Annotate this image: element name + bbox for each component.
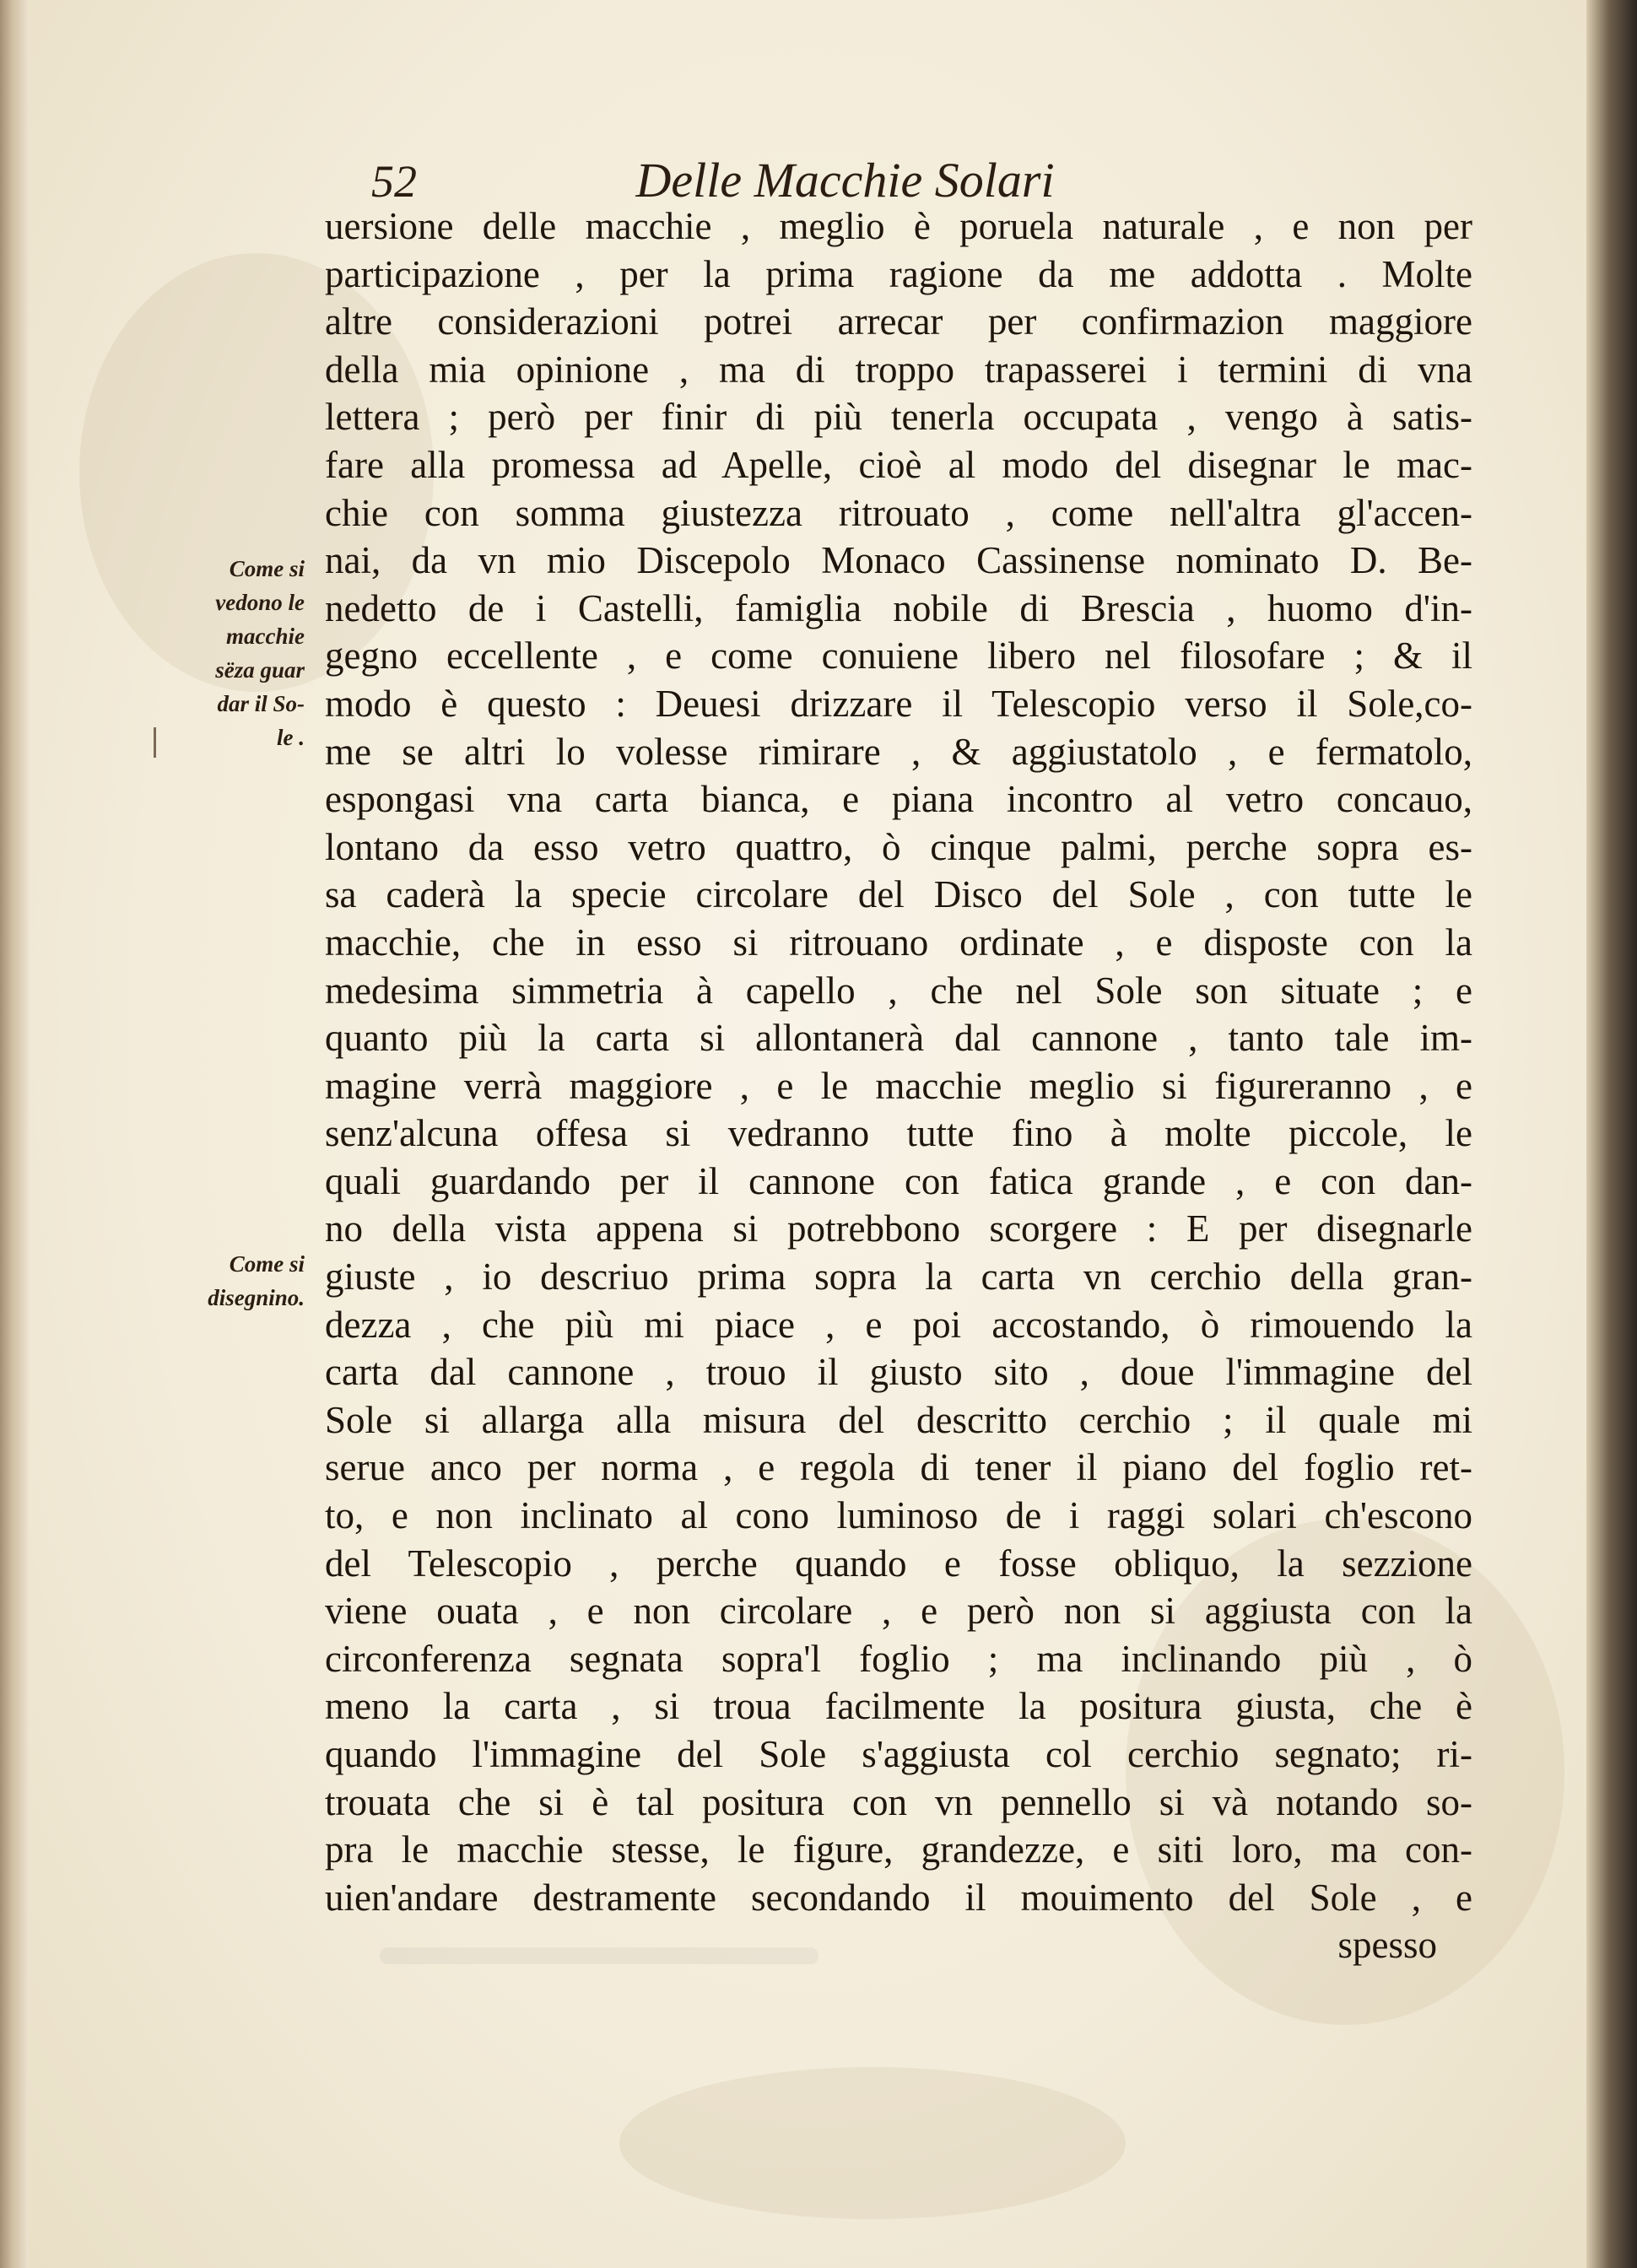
text-line: del Telescopio , perche quando e fosse obliquo, la sezzione [325,1542,1472,1585]
text-line: participazione , per la prima ragione da me addotta . Molte [325,252,1472,295]
text-line: chie con somma giustezza ritrouato , come nell'altra gl'accen- [325,491,1472,534]
text-line: pra le macchie stesse, le figure, grandezze, e siti loro, ma con- [325,1828,1472,1871]
text-line: no della vista appena si potrebbono scorgere : E per disegnarle [325,1207,1472,1250]
text-line: lontano da esso vetro quattro, ò cinque palmi, perche sopra es- [325,825,1472,868]
text-line: quanto più la carta si allontanerà dal cannone , tanto tale im- [325,1017,1472,1060]
text-line: trouata che si è tal positura con vn pennello si và notando so- [325,1780,1472,1823]
text-line: quando l'immagine del Sole s'aggiusta col cerchio segnato; ri- [325,1733,1472,1775]
text-line: altre considerazioni potrei arrecar per confirmazion maggiore [325,300,1472,343]
text-line: meno la carta , si troua facilmente la positura giusta, che è [325,1685,1472,1728]
page-left-edge [0,0,29,2268]
text-line: dezza , che più mi piace , e poi accostando, ò rimouendo la [325,1303,1472,1346]
text-line: della mia opinione , ma di troppo trapasserei i termini di vna [325,348,1472,391]
text-line: to, e non inclinato al cono luminoso de i raggi solari ch'escono [325,1494,1472,1537]
running-title: Delle Macchie Solari [635,153,1055,208]
text-line: uien'andare destramente secondando il mouimento del Sole , e [325,1876,1472,1919]
running-head [371,152,1055,208]
text-line: modo è questo : Deuesi drizzare il Telescopio verso il Sole,co- [325,682,1472,725]
text-line: medesima simmetria à capello , che nel Sole son situate ; e [325,969,1472,1012]
text-line: nai, da vn mio Discepolo Monaco Cassinense nominato D. Be- [325,539,1472,582]
text-line: circonferenza segnata sopra'l foglio ; ma inclinando più , ò [325,1637,1472,1680]
marginal-note-viewing [157,552,305,754]
marginal-line: dar il So- [217,691,305,716]
text-line: quali guardando per il cannone con fatica grande , e con dan- [325,1159,1472,1202]
text-line: magine verrà maggiore , e le macchie meglio si figureranno , e [325,1064,1472,1107]
catchword: spesso [1337,1924,1437,1967]
marginal-line: disegnino. [208,1285,305,1310]
text-line: giuste , io descriuo prima sopra la carta vn cerchio della gran- [325,1256,1472,1299]
marginal-line: le . [277,725,305,750]
text-line: fare alla promessa ad Apelle, cioè al modo del disegnar le mac- [325,443,1472,486]
text-line: sa caderà la specie circolare del Disco del Sole , con tutte le [325,873,1472,916]
binding-gutter [1586,0,1637,2268]
marginal-note-drawing [157,1247,305,1315]
text-line: macchie, che in esso si ritrouano ordinate , e disposte con la [325,921,1472,964]
marginal-line: Come si [229,556,305,581]
page-number: 52 [371,156,417,207]
marginal-line: sëza guar [215,657,305,683]
margin-mark [154,727,156,758]
text-line: serue anco per norma , e regola di tener il piano del foglio ret- [325,1446,1472,1489]
text-line: lettera ; però per finir di più tenerla occupata , vengo à satis- [325,396,1472,439]
text-line: nedetto de i Castelli, famiglia nobile di Brescia , huomo d'in- [325,586,1472,629]
marginal-line: vedono le [215,590,305,615]
text-line: senz'alcuna offesa si vedranno tutte fino à molte piccole, le [325,1112,1472,1155]
body-text [325,202,1472,1969]
text-line: carta dal cannone , trouo il giusto sito , doue l'immagine del [325,1351,1472,1394]
text-line: viene ouata , e non circolare , e però non si aggiusta con la [325,1590,1472,1633]
text-line: uersione delle macchie , meglio è poruela naturale , e non per [325,205,1472,247]
show-through [380,1947,818,1964]
text-line: me se altri lo volesse rimirare , & aggiustatolo , e fermatolo, [325,730,1472,773]
text-line: espongasi vna carta bianca, e piana incontro al vetro concauo, [325,778,1472,821]
text-line: gegno eccellente , e come conuiene libero nel filosofare ; & il [325,634,1472,678]
text-line: Sole si allarga alla misura del descritto cerchio ; il quale mi [325,1398,1472,1441]
marginal-line: Come si [229,1251,305,1277]
marginal-line: macchie [226,624,305,649]
